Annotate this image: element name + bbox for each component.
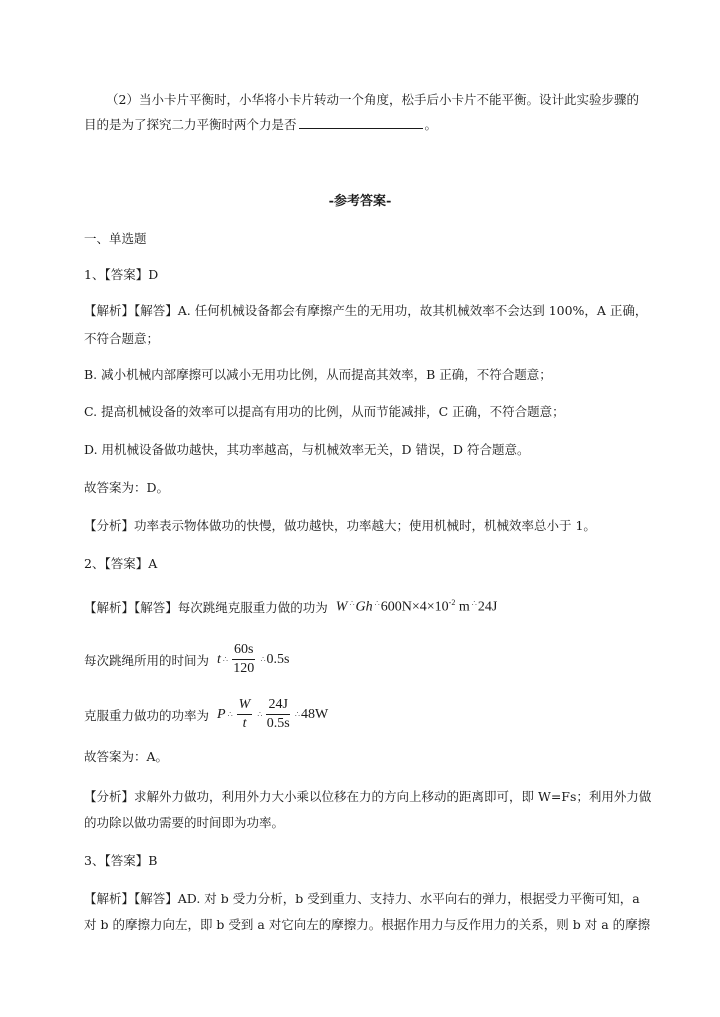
answer-1-conclusion: 故答案为：D。 [84,480,170,495]
time-result: 0.5s [266,651,290,667]
q2-line2-end: 。 [424,117,438,132]
answer-3-explanation-line2: 对 b 的摩擦力向左，即 b 受到 a 对它向左的摩擦力。根据作用力与反作用力的关系，则 b 对 a 的摩擦 [84,917,651,932]
section-heading: 一、单选题 [84,231,147,246]
garbled-symbol: ∴ [227,710,232,719]
answer-1-option-c: C. 提高机械设备的效率可以提高有用功的比例，从而节能减排，C 正确，不符合题意； [84,404,565,419]
answer-2-analysis-line1: 【分析】求解外力做功，利用外力大小乘以位移在力的方向上移动的距离即可，即 W=Fs；利用外力做 [84,789,652,804]
answer-1-analysis: 【分析】功率表示物体做功的快慢，做功越快，功率越大；使用机械时，机械效率总小于 1。 [84,518,596,533]
exponent: -2 [448,598,456,608]
garbled-symbol: ∴ [349,598,354,608]
garbled-symbol: ∴ [294,710,299,719]
answer-2: 2、【答案】A [84,556,158,571]
answer-2-work-label: 【解析】【解答】每次跳绳克服重力做的功为 [84,600,328,615]
answer-2-equation-power [84,696,328,733]
garbled-symbol: ∴ [260,655,265,664]
work-result: 24J [477,599,498,615]
garbled-symbol: ∴ [374,598,379,608]
answer-2-analysis-line2: 的功除以做功需要的时间即为功率。 [84,815,285,830]
fraction-numerator: W [237,696,253,715]
answer-2-conclusion: 故答案为：A。 [84,749,169,764]
fraction-denominator: 120 [233,661,255,676]
equation-power [217,696,328,733]
fill-in-blank[interactable] [299,117,423,129]
answer-2-time-label: 每次跳绳所用的时间为 [84,652,210,668]
answer-1-explanation-line2: 不符合题意； [84,331,160,346]
symbol-t: t [217,651,221,667]
answer-1-option-b: B. 减小机械内部摩擦可以减小无用功比例，从而提高其效率，B 正确，不符合题意； [84,367,552,382]
answer-1: 1、【答案】D [84,267,159,282]
equation-time [217,641,289,678]
q2-line2 [84,117,437,133]
power-result: 48W [300,706,329,722]
fraction-time [232,641,255,678]
q2-line1: （2）当小卡片平衡时，小华将小卡片转动一个角度，松手后小卡片不能平衡。设计此实验步骤的 [106,92,639,107]
symbol-p: P [217,706,226,722]
equation-work [336,598,498,616]
answer-3-explanation-line1: 【解析】【解答】AD. 对 b 受力分析，b 受到重力、支持力、水平向右的弹力，根据受力平衡可知，a [84,891,640,906]
garbled-symbol: ∴ [471,598,476,608]
answer-2-power-label: 克服重力做功的功率为 [84,707,210,723]
fraction-denominator: t [242,716,247,731]
unit-m: m [455,599,470,615]
q2-line2-text: 目的是为了探究二力平衡时两个力是否 [84,117,297,132]
answer-3: 3、【答案】B [84,853,158,868]
answer-2-equation-work [84,598,497,616]
symbol-gh: Gh [355,599,373,615]
answers-title: -参考答案- [328,194,392,209]
garbled-symbol: ∴ [222,655,227,664]
fraction-numerator: 60s [232,641,255,660]
fraction-numerator: 24J [266,696,289,715]
garbled-symbol: ∴ [257,710,262,719]
symbol-w: W [335,599,348,615]
answer-2-equation-time [84,641,290,678]
answer-1-option-d: D. 用机械设备做功越快，其功率越高，与机械效率无关，D 错误，D 符合题意。 [84,442,530,457]
answer-1-explanation-line1: 【解析】【解答】A. 任何机械设备都会有摩擦产生的无用功，故其机械效率不会达到 100%，A 正确， [84,303,648,318]
work-expression: 600N×4×10 [380,599,449,615]
fraction-w-over-t [237,696,253,733]
fraction-denominator: 0.5s [266,716,290,731]
fraction-values [266,696,289,733]
